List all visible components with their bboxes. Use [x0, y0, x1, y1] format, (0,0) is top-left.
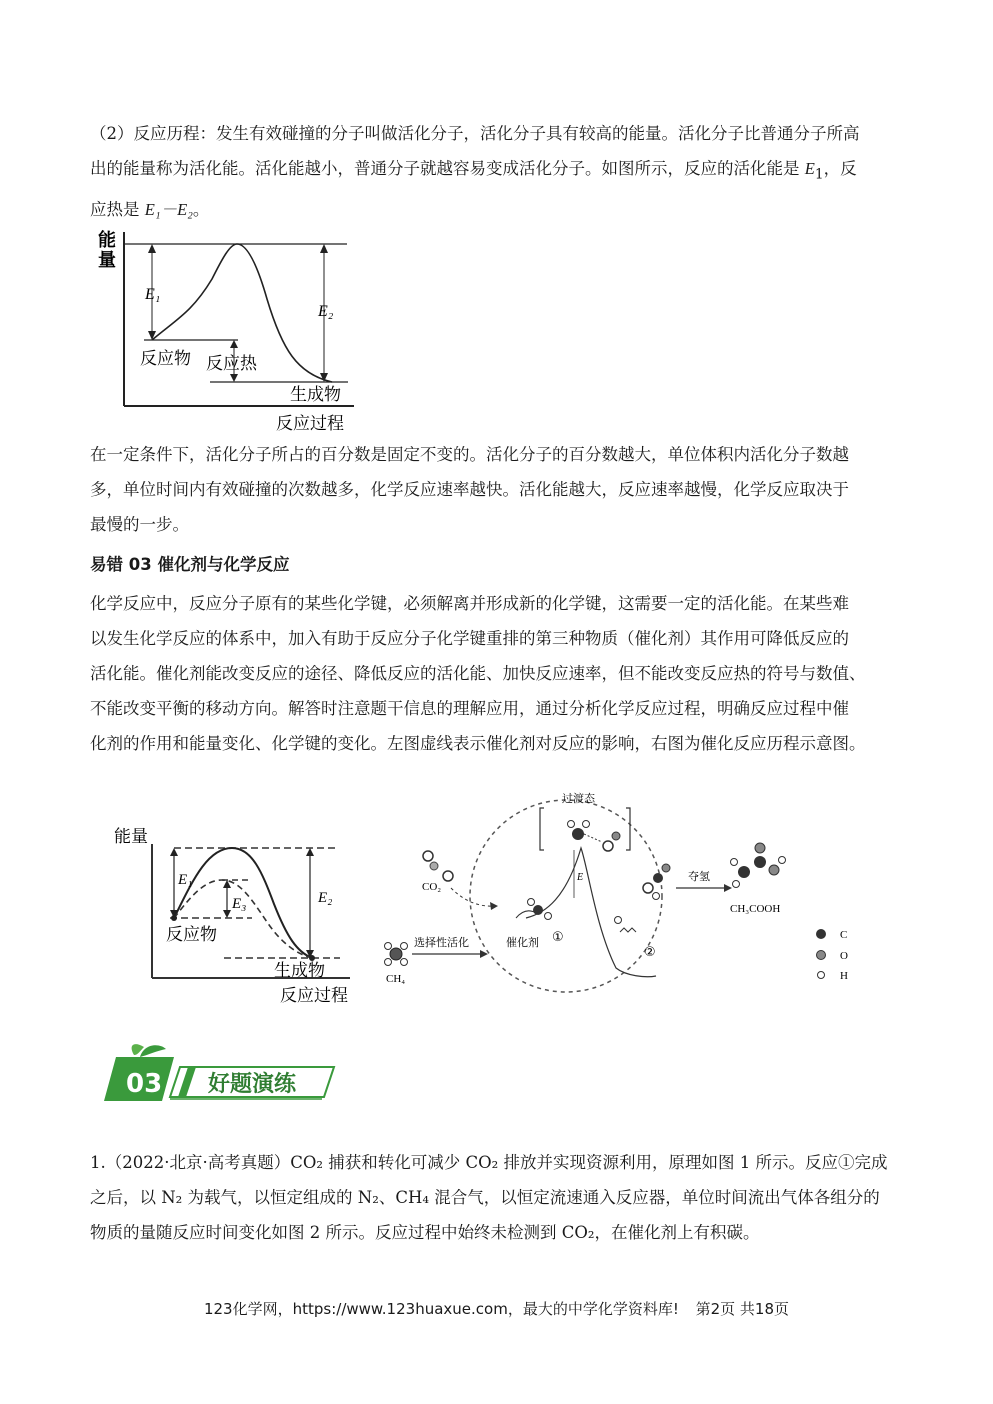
- section-heading-catalyst: 易错 03 催化剂与化学反应: [90, 555, 290, 574]
- para3-line: 不能改变平衡的移动方向。解答时注意题干信息的理解应用，通过分析化学反应过程，明确反应过程中催: [90, 699, 849, 718]
- fig1-e1: E₁: [145, 286, 161, 303]
- question1-line: 之后，以 N₂ 为载气，以恒定组成的 N₂、CH₄ 混合气，以恒定流速通入反应器，单位时间流出气体各组分的: [90, 1188, 880, 1207]
- fig2-reactant-label: 反应物: [166, 925, 217, 945]
- question1-line: 物质的量随反应时间变化如图 2 所示。反应过程中始终未检测到 CO₂，在催化剂上有积碳。: [90, 1223, 760, 1242]
- page-footer: [0, 1298, 993, 1319]
- co2-molecule: [423, 851, 453, 881]
- dehydrogenation-label: 夺氢: [688, 870, 710, 883]
- acetic-acid-label: CH₃COOH: [730, 903, 781, 915]
- footer-page-number: 第2页 共18页: [695, 1300, 790, 1318]
- fig1-y-label-1: 能: [98, 230, 116, 251]
- para3-line: 以发生化学反应的体系中，加入有助于反应分子化学键重排的第三种物质（催化剂）其作用可降低反应的: [90, 629, 849, 648]
- question-1: [90, 1145, 920, 1250]
- section2-line3-text: 应热是: [90, 200, 140, 220]
- section2-line2-var: E: [804, 159, 815, 178]
- fig2-x-label: 反应过程: [280, 986, 348, 1006]
- fig1-product-label: 生成物: [290, 385, 341, 405]
- paragraph-catalyst: [90, 586, 930, 761]
- question1-line: 1.（2022·北京·高考真题）CO₂ 捕获和转化可减少 CO₂ 排放并实现资源利用，原理如图 1 所示。反应①完成: [90, 1153, 888, 1172]
- legend-h: H: [840, 970, 848, 982]
- catalyst-label: 催化剂: [506, 936, 539, 949]
- section2-line3: [90, 192, 920, 227]
- energy-diagram-catalyst: [112, 822, 357, 1008]
- fig1-x-label: 反应过程: [276, 414, 344, 434]
- fig1-e2: E₂: [318, 303, 334, 320]
- footer-site: 123化学网，https://www.123huaxue.com，最大的中学化学资料库!: [203, 1300, 679, 1318]
- section2-line2-end: ，反: [823, 159, 857, 178]
- section2-line2-text: 出的能量称为活化能。活化能越小，普通分子就越容易变成活化分子。如图所示，反应的活化能是: [90, 159, 800, 178]
- section2-line3-end: 。: [192, 200, 210, 220]
- ch4-molecule: [385, 943, 408, 966]
- para2-line: 在一定条件下，活化分子所占的百分数是固定不变的。活化分子的百分数越大，单位体积内活化分子数越: [90, 445, 849, 464]
- catalytic-mechanism-diagram: [376, 788, 866, 1000]
- fig2-product-label: 生成物: [274, 961, 325, 981]
- energy-diagram-1: [92, 224, 362, 436]
- fig1-reactant-label: 反应物: [140, 349, 191, 369]
- selective-activation-label: 选择性活化: [414, 936, 469, 949]
- fig1-heat-label: 反应热: [206, 354, 257, 374]
- co2-label: CO₂: [422, 881, 442, 893]
- section2-line2: [90, 151, 920, 192]
- section2-line1: （2）反应历程：发生有效碰撞的分子叫做活化分子，活化分子具有较高的能量。活化分子比普通分子所高: [90, 124, 860, 143]
- banner-title: 好题演练: [208, 1072, 297, 1097]
- fig2-e3: E₃: [232, 896, 247, 912]
- section-banner: [104, 1043, 336, 1103]
- section2-line2-sub: 1: [814, 166, 824, 183]
- para3-line: 活化能。催化剂能改变反应的途径、降低反应的活化能、加快反应速率，但不能改变反应热的符号与数值、: [90, 664, 866, 683]
- fig2-y-label: 能量: [114, 827, 148, 847]
- banner-number: 03: [126, 1069, 163, 1099]
- step2-label: ②: [644, 945, 656, 960]
- paragraph-activated-molecules: [90, 437, 920, 542]
- section2-line3-expr: E₁－E₂: [144, 200, 193, 220]
- acetic-acid-molecule: [731, 843, 786, 888]
- fig2-e1: E₁: [178, 872, 193, 888]
- para2-line: 多，单位时间内有效碰撞的次数越多，化学反应速率越快。活化能越大，反应速率越慢，化学反应取决于: [90, 480, 849, 499]
- ch4-label: CH₄: [386, 973, 406, 985]
- legend-o: O: [840, 950, 848, 962]
- para3-line: 化剂的作用和能量变化、化学键的变化。左图虚线表示催化剂对反应的影响，右图为催化反应历程示意图。: [90, 734, 866, 753]
- para3-line: 化学反应中，反应分子原有的某些化学键，必须解离并形成新的化学键，这需要一定的活化能。在某些难: [90, 594, 849, 613]
- step1-label: ①: [552, 930, 564, 945]
- section2-paragraph: [90, 116, 920, 227]
- transition-state-label: 过渡态: [562, 792, 595, 805]
- legend-c: C: [840, 929, 848, 941]
- fig1-y-label-2: 量: [98, 250, 116, 271]
- fig2-e2: E₂: [318, 890, 333, 906]
- para2-line: 最慢的一步。: [90, 515, 189, 534]
- energy-e-label: E: [577, 872, 584, 883]
